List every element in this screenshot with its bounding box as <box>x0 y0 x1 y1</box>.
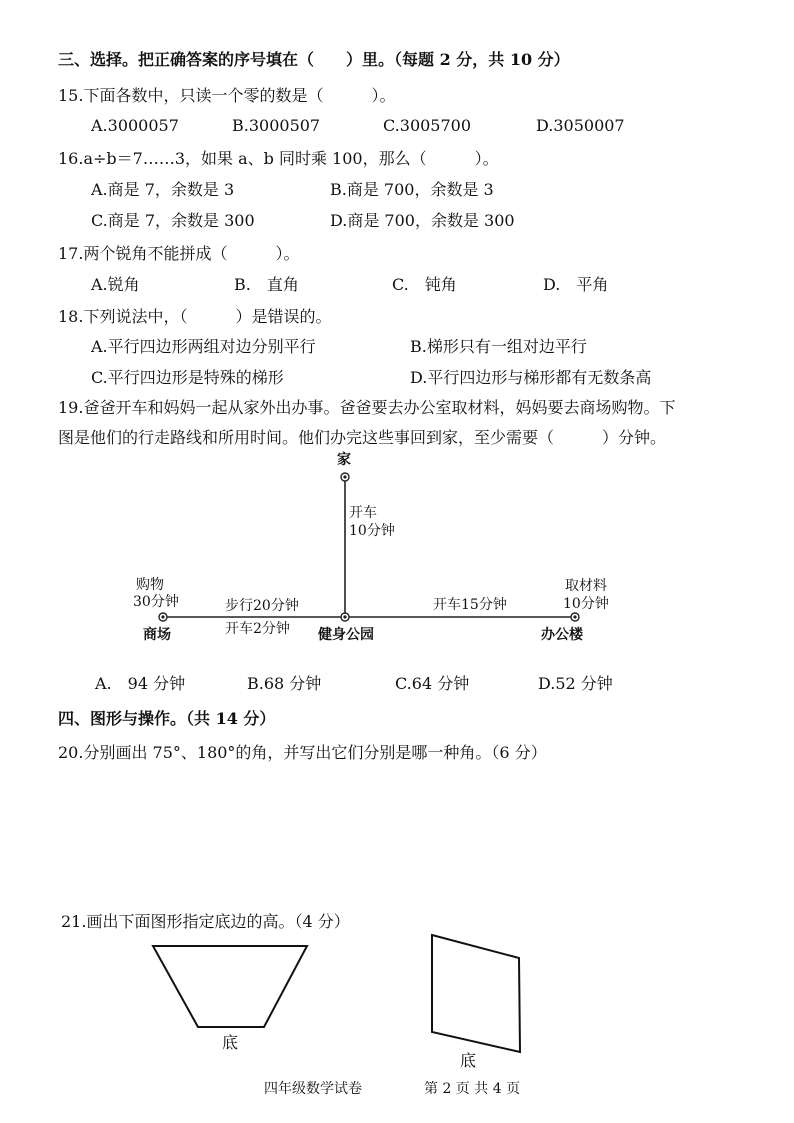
question-15-option-a: A.3000057 <box>91 116 179 135</box>
walk-time-label: 步行20分钟 <box>225 598 299 614</box>
question-21-stem: 21.画出下面图形指定底边的高。（4 分） <box>61 912 350 931</box>
question-19-option-c: C.64 分钟 <box>395 674 470 693</box>
question-18-option-c: C.平行四边形是特殊的梯形 <box>91 368 284 387</box>
question-16-stem: 16.a÷b＝7……3，如果 a、b 同时乘 100，那么（ ）。 <box>58 149 499 168</box>
drive-label-home: 开车 <box>349 505 377 521</box>
question-15-option-b: B.3000507 <box>232 116 321 135</box>
park-label: 健身公园 <box>318 627 374 643</box>
footer-subject: 四年级数学试卷 <box>264 1081 362 1097</box>
question-15-stem: 15.下面各数中，只读一个零的数是（ ）。 <box>58 86 396 105</box>
question-16-option-a: A.商是 7，余数是 3 <box>91 180 235 199</box>
trapezoid-shape <box>153 946 307 1027</box>
question-17-option-c: C. 钝角 <box>392 275 457 294</box>
question-17-option-a: A.锐角 <box>91 275 140 294</box>
mall-label: 商场 <box>143 627 171 643</box>
question-19-line-1: 19.爸爸开车和妈妈一起从家外出办事。爸爸要去办公室取材料，妈妈要去商场购物。下 <box>58 398 676 417</box>
office-time-label: 10分钟 <box>563 596 609 612</box>
question-19-option-b: B.68 分钟 <box>247 674 322 693</box>
trapezoid-base-label: 底 <box>222 1033 239 1052</box>
question-18-stem: 18.下列说法中，（ ）是错误的。 <box>58 307 332 326</box>
parallelogram-shape <box>432 935 520 1052</box>
question-18-option-b: B.梯形只有一组对边平行 <box>410 337 587 356</box>
question-20-stem: 20.分别画出 75°、180°的角，并写出它们分别是哪一种角。（6 分） <box>58 743 547 762</box>
question-18-option-d: D.平行四边形与梯形都有无数条高 <box>410 368 652 387</box>
question-19-option-a: A. 94 分钟 <box>95 674 186 693</box>
question-18-option-a: A.平行四边形两组对边分别平行 <box>91 337 316 356</box>
office-label: 办公楼 <box>541 627 583 643</box>
question-19-line-2: 图是他们的行走路线和所用时间。他们办完这些事回到家，至少需要（ ）分钟。 <box>58 428 667 447</box>
section-4-title: 四、图形与操作。（共 14 分） <box>58 709 276 728</box>
question-15-option-c: C.3005700 <box>383 116 472 135</box>
question-17-option-b: B. 直角 <box>234 275 299 294</box>
question-17-stem: 17.两个锐角不能拼成（ ）。 <box>58 244 300 263</box>
parallelogram-base-label: 底 <box>460 1051 477 1070</box>
drive-2-label: 开车2分钟 <box>225 621 290 637</box>
question-16-option-b: B.商是 700，余数是 3 <box>330 180 494 199</box>
footer-page-number: 第 2 页 共 4 页 <box>424 1081 521 1097</box>
question-15-option-d: D.3050007 <box>536 116 625 135</box>
home-label: 家 <box>337 452 351 468</box>
question-16-option-c: C.商是 7，余数是 300 <box>91 211 255 230</box>
question-19-option-d: D.52 分钟 <box>538 674 613 693</box>
drive-15-label: 开车15分钟 <box>433 597 507 613</box>
office-activity-label: 取材料 <box>565 578 607 594</box>
question-16-option-d: D.商是 700，余数是 300 <box>330 211 515 230</box>
section-3-title: 三、选择。把正确答案的序号填在（ ）里。（每题 2 分，共 10 分） <box>58 50 570 69</box>
drive-time-home: 10分钟 <box>349 523 395 539</box>
shop-activity-label: 购物 <box>136 577 164 593</box>
shop-time-label: 30分钟 <box>133 594 179 610</box>
question-17-option-d: D. 平角 <box>543 275 609 294</box>
